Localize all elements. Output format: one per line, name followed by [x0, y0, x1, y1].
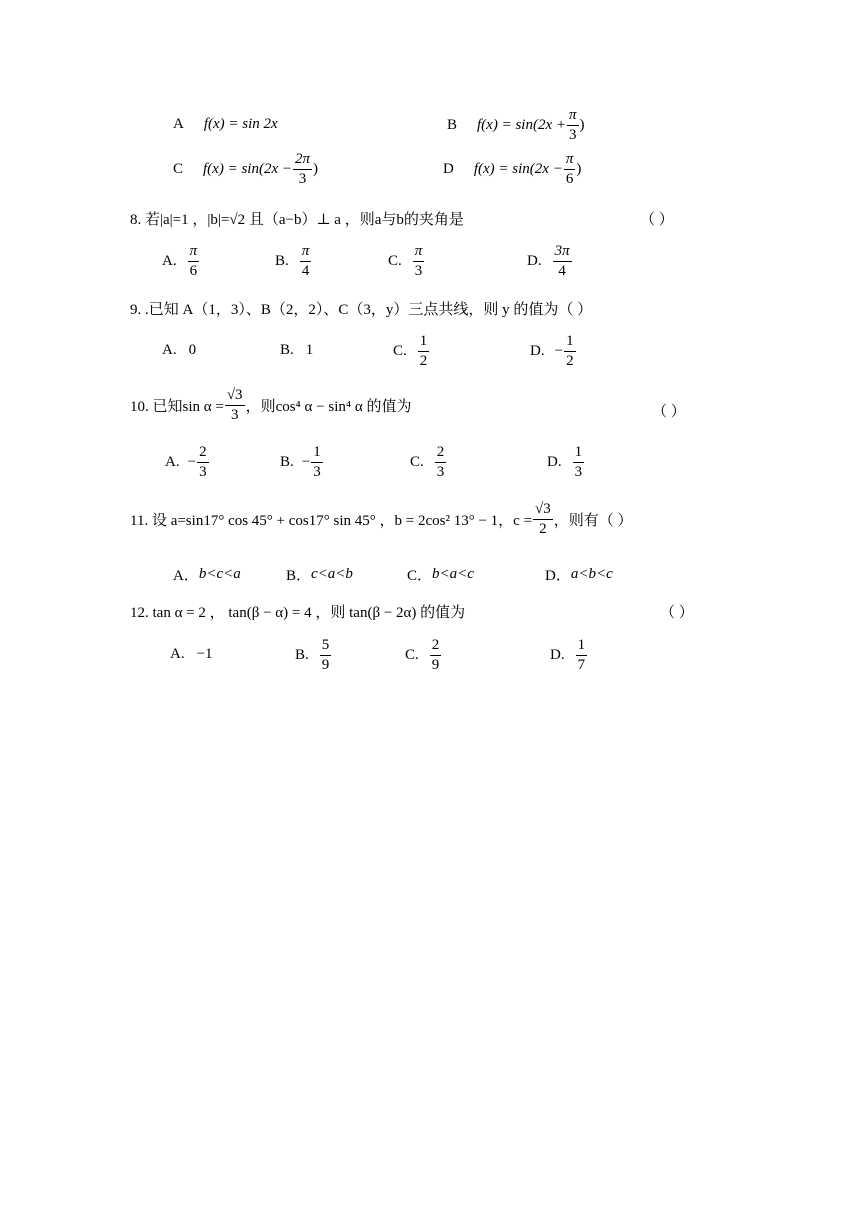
fraction: $\frac{2}{3}$ — [199, 444, 207, 480]
fraction: $\frac{2}{9}$ — [431, 637, 440, 673]
q7-option-b — [447, 108, 585, 143]
q11-text: 11. 设 a=sin17° cos 45° + cos17° sin 45° ，b = 2cos² 13° − 1，c = $\frac{√3}{2}$ ，则有（ ） — [130, 501, 633, 537]
option-label: B — [447, 117, 458, 133]
q12-option-c: C. $\frac{2}{9}$ — [405, 637, 440, 673]
q8-text: 8. 若|a|=1 ，|b|=√2 且（a−b）⊥ a ，则a与b的夹角是 — [130, 212, 464, 228]
fraction: $\frac{1}{2}$ — [566, 333, 574, 369]
option-label: A — [173, 116, 184, 132]
q11-option-a: A． b<c<a — [173, 566, 241, 584]
q9-option-d: D. − $\frac{1}{2}$ — [530, 333, 574, 369]
fraction: $\frac{3\pi}{4}$ — [554, 243, 570, 279]
q10-option-c: C. $\frac{2}{3}$ — [410, 444, 445, 480]
q8-answer-paren: （ ） — [640, 212, 674, 228]
q9-option-a: A. 0 — [162, 342, 197, 358]
q10-answer-paren: （ ） — [652, 404, 686, 420]
q7-option-a — [173, 116, 278, 133]
q7-option-d — [443, 152, 581, 187]
option-expr: f(x) = sin(2x − — [473, 161, 563, 177]
q7-option-c — [173, 152, 318, 187]
fraction: $\frac{1}{7}$ — [577, 637, 586, 673]
q8-option-a: A. $\frac{\pi}{6}$ — [162, 243, 198, 279]
q8-option-c: C. $\frac{\pi}{3}$ — [388, 243, 423, 279]
option-expr: f(x) = sin 2x — [203, 116, 278, 132]
fraction: $\frac{2\pi}{3}$ — [294, 151, 310, 187]
fraction: $\frac{1}{2}$ — [419, 333, 428, 369]
q12-option-a: A. −1 — [170, 646, 213, 662]
option-label: C — [173, 161, 184, 177]
q10-text: 10. 已知sin α = $\frac{√3}{3}$ ，则cos⁴ α − sin⁴ α 的值为 — [130, 387, 412, 423]
q9-option-b: B. 1 — [280, 342, 314, 358]
q11-option-d: D． a<b<c — [545, 566, 613, 584]
option-expr-end: ) — [579, 117, 585, 133]
option-expr-end: ) — [313, 161, 318, 177]
fraction: $\frac{\pi}{4}$ — [301, 243, 310, 279]
q10-option-b: B. − $\frac{1}{3}$ — [280, 444, 321, 480]
fraction: $\frac{√3}{3}$ — [226, 387, 243, 423]
q12-option-b: B. $\frac{5}{9}$ — [295, 637, 330, 673]
fraction: $\frac{√3}{2}$ — [535, 501, 551, 537]
q9-option-c: C. $\frac{1}{2}$ — [393, 333, 428, 369]
q12-answer-paren: （ ） — [660, 605, 694, 621]
q11-option-c: C． b<a<c — [407, 566, 474, 584]
option-label: D — [443, 161, 454, 177]
fraction: $\frac{5}{9}$ — [321, 637, 330, 673]
option-expr: f(x) = sin(2x + — [477, 117, 566, 133]
fraction: $\frac{1}{3}$ — [313, 444, 321, 480]
q12-text: 12. tan α = 2 ， tan(β − α) = 4 ，则 tan(β − 2α) 的值为 — [130, 605, 466, 621]
fraction: $\frac{\pi}{3}$ — [568, 107, 577, 143]
option-expr-end: ) — [576, 161, 582, 177]
fraction: $\frac{1}{3}$ — [574, 444, 583, 480]
fraction: $\frac{\pi}{6}$ — [565, 151, 574, 187]
q10-option-d: D. $\frac{1}{3}$ — [547, 444, 583, 480]
q9-text: 9. .已知 A（1，3）、B（2，2）、C（3，y）三点共线，则 y 的值为（ ） — [130, 302, 593, 318]
option-expr: f(x) = sin(2x − — [203, 161, 292, 177]
q11-option-b: B． c<a<b — [286, 566, 353, 584]
q8-option-b: B. $\frac{\pi}{4}$ — [275, 243, 310, 279]
q12-option-d: D. $\frac{1}{7}$ — [550, 637, 586, 673]
q8-option-d: D. $\frac{3\pi}{4}$ — [527, 243, 570, 279]
fraction: $\frac{\pi}{6}$ — [189, 243, 198, 279]
q10-option-a: A. − $\frac{2}{3}$ — [165, 444, 207, 480]
fraction: $\frac{\pi}{3}$ — [414, 243, 423, 279]
fraction: $\frac{2}{3}$ — [436, 444, 445, 480]
